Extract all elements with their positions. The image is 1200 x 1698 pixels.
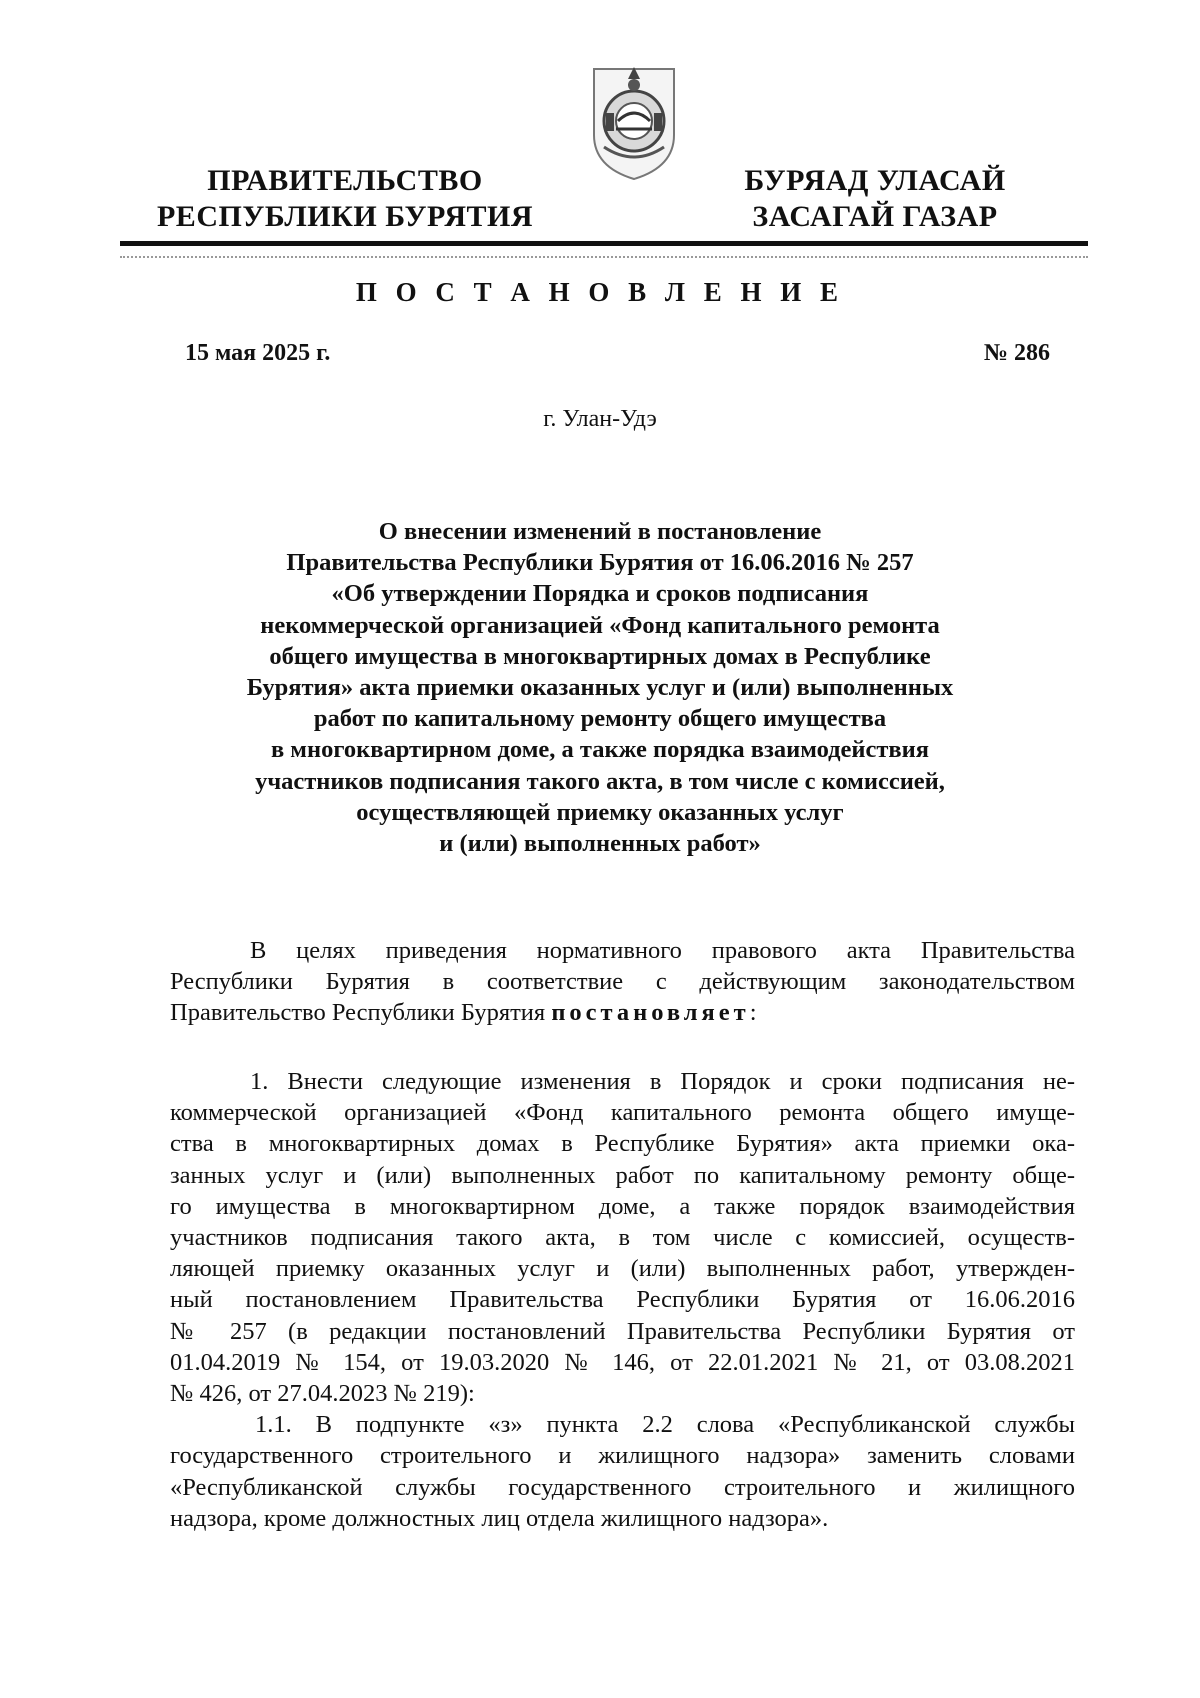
title-line: Бурятия» акта приемки оказанных услуг и (или) выполненных (246, 674, 954, 702)
preamble-line (170, 997, 1075, 1028)
title-line: Правительства Республики Бурятия от 16.06.2016 № 257 (286, 549, 914, 577)
paragraph-line: коммерческой организацией «Фонд капитального ремонта общего имуще- (170, 1099, 1075, 1127)
preamble-colon: : (749, 999, 757, 1027)
title-line: общего имущества в многоквартирных домах в Республике (269, 642, 931, 670)
preamble (170, 935, 1075, 1029)
paragraph-line: го имущества в многоквартирном доме, а также порядок взаимодействия (170, 1192, 1075, 1220)
title-line: осуществляющей приемку оказанных услуг (356, 798, 844, 826)
preamble-line: Республики Бурятия в соответствие с действующим законодательством (170, 968, 1075, 996)
coat-of-arms-icon (588, 55, 680, 183)
title-line: О внесении изменений в постановление (378, 518, 822, 545)
paragraph-1-1-line: 1.1. В подпункте «з» пункта 2.2 слова «Республиканской службы (255, 1411, 1075, 1439)
government-name-russian (145, 163, 545, 235)
title-line: некоммерческой организацией «Фонд капитального ремонта (260, 611, 940, 639)
paragraph-line: 1. Внести следующие изменения в Порядок и сроки подписания не- (250, 1068, 1075, 1095)
paragraph-1-1-line: «Республиканской службы государственного строительного и жилищного (170, 1473, 1075, 1501)
preamble-subject: Правительство Республики Бурятия (170, 999, 552, 1027)
paragraph-line: № 426, от 27.04.2023 № 219): (170, 1380, 475, 1408)
header-divider-dotted (120, 256, 1088, 258)
decree-keyword: постановляет (551, 999, 750, 1027)
document-type: П О С Т А Н О В Л Е Н И Е (355, 277, 845, 307)
paragraph-1-1-line: государственного строительного и жилищного надзора» заменить словами (170, 1442, 1075, 1470)
paragraph-line: занных услуг и (или) выполненных работ по капитальному ремонту обще- (170, 1161, 1075, 1189)
document-number: № 286 (983, 340, 1050, 366)
document-city: г. Улан-Удэ (543, 406, 657, 432)
paragraph-line: ства в многоквартирных домах в Республике Бурятия» акта приемки ока- (170, 1130, 1075, 1158)
header-divider (120, 241, 1088, 246)
paragraph-line: № 257 (в редакции постановлений Правительства Республики Бурятия от (170, 1317, 1075, 1345)
government-name-buryat (715, 163, 1035, 235)
title-line: и (или) выполненных работ» (439, 830, 761, 858)
paragraph-1 (170, 1066, 1075, 1534)
government-name-buryat-line-2: ЗАСАГАЙ ГАЗАР (752, 200, 998, 233)
title-line: «Об утверждении Порядка и сроков подписания (331, 580, 869, 608)
title-line: работ по капитальному ремонту общего имущества (313, 705, 887, 733)
government-name-line-2: РЕСПУБЛИКИ БУРЯТИЯ (156, 200, 534, 233)
paragraph-line: ляющей приемку оказанных услуг и (или) выполненных работ, утвержден- (170, 1255, 1075, 1283)
government-name-buryat-line-1: БУРЯАД УЛАСАЙ (744, 164, 1006, 197)
government-name-line-1: ПРАВИТЕЛЬСТВО (207, 164, 483, 197)
preamble-line: В целях приведения нормативного правового акта Правительства (250, 937, 1075, 964)
document-date: 15 мая 2025 г. (185, 340, 331, 366)
paragraph-line: 01.04.2019 № 154, от 19.03.2020 № 146, от 22.01.2021 № 21, от 03.08.2021 (170, 1348, 1075, 1376)
paragraph-line: участников подписания такого акта, в том числе с комиссией, осуществ- (170, 1224, 1075, 1252)
title-line: в многоквартирном доме, а также порядка взаимодействия (270, 736, 930, 764)
document-title (170, 516, 1030, 859)
title-line: участников подписания такого акта, в том числе с комиссией, (255, 767, 945, 795)
paragraph-line: ный постановлением Правительства Республики Бурятия от 16.06.2016 (170, 1286, 1075, 1314)
paragraph-1-1-line: надзора, кроме должностных лиц отдела жилищного надзора». (170, 1504, 829, 1532)
